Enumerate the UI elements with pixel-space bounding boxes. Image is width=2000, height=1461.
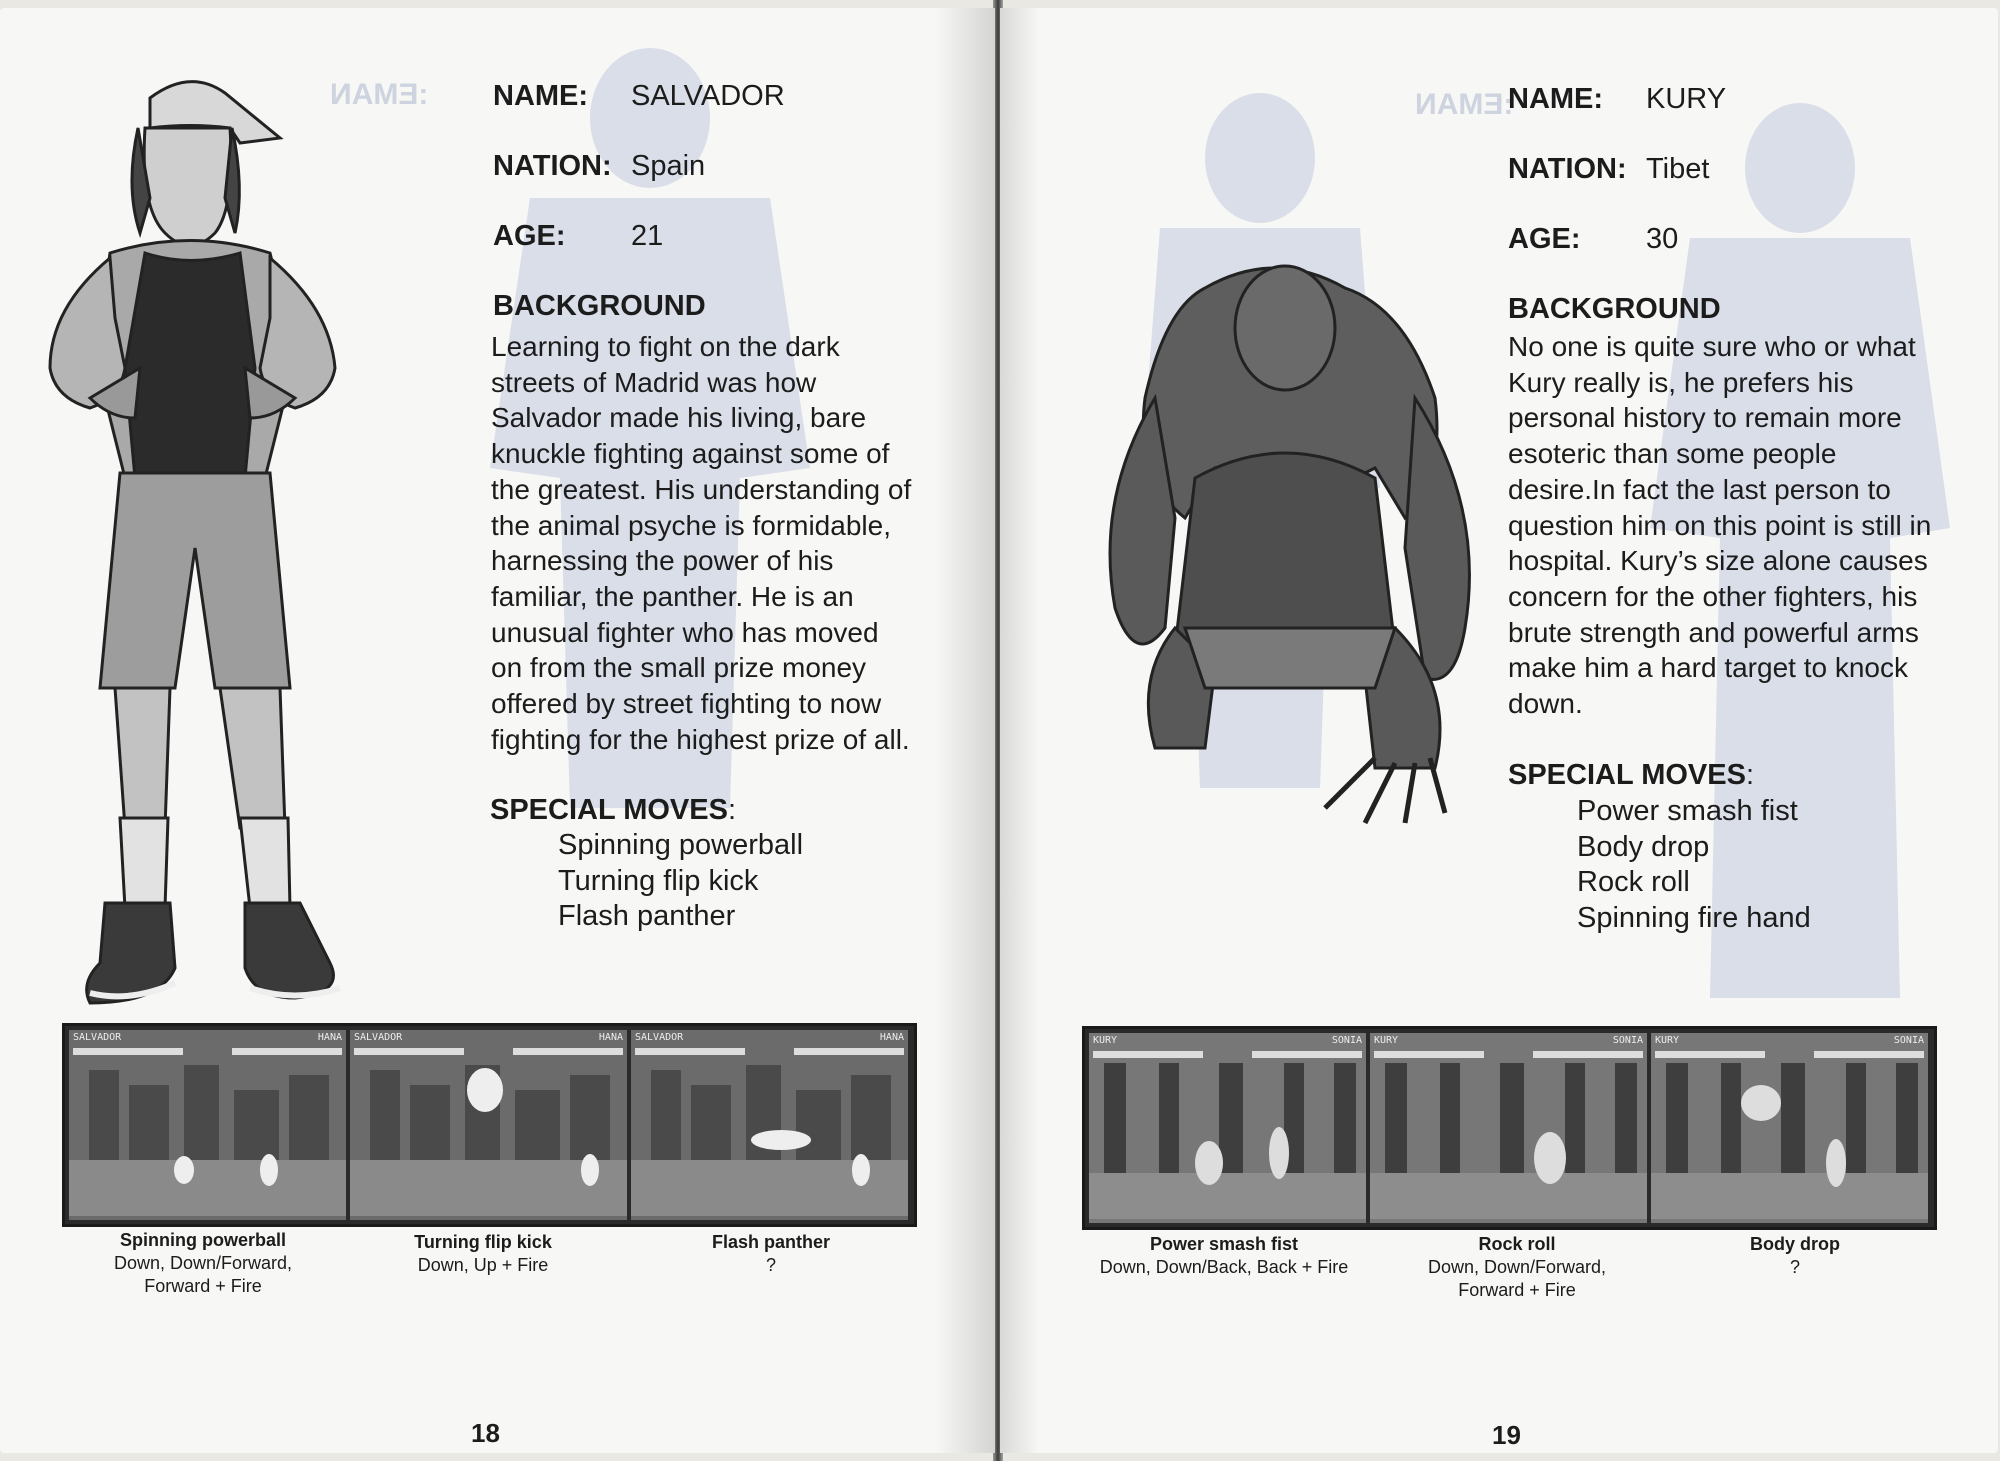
game-screenshot-icon: SALVADOR HANA <box>69 1030 346 1220</box>
background-line: No one is quite sure who or what <box>1508 331 1916 362</box>
game-screenshot-icon: SALVADOR HANA <box>350 1030 627 1220</box>
move-caption: Rock roll Down, Down/Forward, Forward + Fire <box>1427 1234 1607 1300</box>
background-line: the greatest. His understanding of <box>491 473 912 505</box>
background-line: make him a hard target to knock <box>1508 652 1908 684</box>
special-moves-heading: SPECIAL MOVES: <box>1508 759 1755 791</box>
move-item: Turning flip kick <box>558 864 759 897</box>
age-value: 21 <box>631 220 664 252</box>
background-line: the animal psyche is formidable, <box>491 509 891 541</box>
age-label: AGE: <box>493 220 566 252</box>
special-moves-heading: SPECIAL MOVES: <box>490 794 737 826</box>
background-line: knuckle fighting against some of <box>491 438 890 470</box>
name-value: KURY <box>1646 83 1727 115</box>
background-line: esoteric than some people <box>1508 438 1837 470</box>
background-line: question him on this point is still in <box>1508 509 1932 541</box>
move-item: Spinning fire hand <box>1577 901 1811 934</box>
nation-label: NATION: <box>1508 153 1627 185</box>
move-item: Power smash fist <box>1577 795 1798 827</box>
move-caption: Flash panther ? <box>711 1232 831 1275</box>
background-line: offered by street fighting to now <box>491 688 882 720</box>
screenshot-strip <box>1082 1026 1937 1230</box>
age-row <box>493 220 664 253</box>
background-text <box>491 329 911 757</box>
game-screenshot-icon: KURY SONIA <box>1651 1033 1928 1223</box>
nation-value: Spain <box>631 150 706 182</box>
move-caption: Body drop ? <box>1750 1234 1840 1277</box>
background-line: concern for the other fighters, his <box>1508 580 1918 612</box>
game-screenshot-icon: SALVADOR HANA <box>631 1030 908 1220</box>
move-item: Rock roll <box>1577 866 1690 898</box>
kury-illustration-icon <box>1075 248 1505 828</box>
page-number: 19 <box>1492 1420 1521 1450</box>
move-caption: Spinning powerball Down, Down/Forward, Forward + Fire <box>113 1230 293 1296</box>
background-line: desire.In fact the last person to <box>1508 473 1891 505</box>
special-moves-list <box>1577 794 1811 936</box>
background-line: hospital. Kury’s size alone causes <box>1508 545 1928 577</box>
move-item: Flash panther <box>558 900 736 932</box>
name-value: SALVADOR <box>631 80 785 112</box>
salvador-illustration-icon <box>40 68 350 1013</box>
nation-value: Tibet <box>1646 153 1710 185</box>
background-line: Kury really is, he prefers his <box>1508 366 1854 398</box>
screenshot-strip <box>62 1023 917 1227</box>
age-label: AGE: <box>1508 223 1581 255</box>
nation-row <box>1508 153 1710 186</box>
background-line: on from the small prize money <box>491 652 867 684</box>
page-18: :EMAN NAME: SALVADOR NATION: Spain AGE: 21 BACKGROUND Learning to fight on the dark streets of Madrid was how Salvador made his living, bare knuckle fighting against some of the greatest. His understanding of the animal psyche is formidable, harnessing the power of his familiar, the panther. He is an unusual fighter who has moved on from the small prize money offered by street fighting to now fighting for the highest prize of all. SPECIAL MOVES: Spinning powerball Turning flip kick Flash panther SALVADOR HANA SALVADOR HANA SALVADOR HANA Spinning powerball Down, Down/Forward, Forward + Fire Turning flip kick Down, Up + Fire Flash panther ? 18 <box>0 8 995 1453</box>
background-heading: BACKGROUND <box>1508 293 1721 325</box>
move-caption: Power smash fist Down, Down/Back, Back + Fire <box>1099 1234 1349 1277</box>
nation-label: NATION: <box>493 150 612 182</box>
background-heading: BACKGROUND <box>493 290 706 322</box>
background-line: down. <box>1508 688 1583 720</box>
background-line: unusual fighter who has moved <box>491 616 879 648</box>
background-line: fighting for the highest prize of all. <box>491 723 910 755</box>
name-label: NAME: <box>1508 83 1604 115</box>
special-moves-list <box>558 828 803 935</box>
game-screenshot-icon: KURY SONIA <box>1089 1033 1366 1223</box>
background-line: Learning to fight on the dark <box>491 331 840 362</box>
age-value: 30 <box>1646 223 1679 255</box>
move-caption: Turning flip kick Down, Up + Fire <box>414 1232 552 1275</box>
nation-row <box>493 150 706 183</box>
page-19: :EMAN NAME: KURY NATION: Tibet AGE: 30 BACKGROUND No one is quite sure who or what Kury really is, he prefers his personal history to remain more esoteric than some people desire.In fact the last person to question him on this point is still in hospital. Kury’s size alone causes concern for the other fighters, his brute strength and powerful arms make him a hard target to knock down. SPECIAL MOVES: Power smash fist Body drop Rock roll Spinning fire hand KURY SONIA KURY SONIA KURY SONIA Power smash fist Down, Down/Back, Back + Fire Rock roll Down, Down/Forward, Forward + Fire Body drop ? 19 <box>1000 8 1998 1453</box>
move-item: Body drop <box>1577 830 1710 863</box>
background-line: streets of Madrid was how <box>491 366 817 398</box>
background-line: familiar, the panther. He is an <box>491 580 854 612</box>
background-line: brute strength and powerful arms <box>1508 616 1919 648</box>
game-screenshot-icon: KURY SONIA <box>1370 1033 1647 1223</box>
name-row <box>1508 83 1727 116</box>
background-line: Salvador made his living, bare <box>491 402 867 434</box>
move-item: Spinning powerball <box>558 829 804 861</box>
name-row <box>493 80 785 113</box>
page-number: 18 <box>471 1418 500 1448</box>
background-line: personal history to remain more <box>1508 402 1902 434</box>
background-line: harnessing the power of his <box>491 545 834 577</box>
background-text <box>1508 329 1931 722</box>
age-row <box>1508 223 1679 256</box>
name-label: NAME: <box>493 80 589 112</box>
